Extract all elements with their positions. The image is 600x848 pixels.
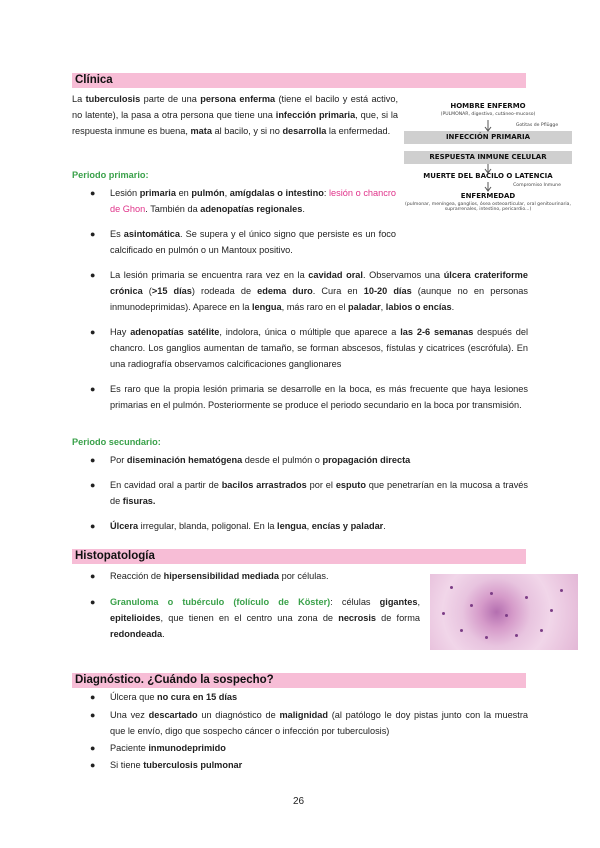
section-title: Histopatología xyxy=(75,550,155,562)
flow-side-note: Gotitas de Pflügge xyxy=(515,123,559,128)
tuberculosis-flowchart xyxy=(404,100,572,218)
flow-node-sub: (pulmonar, meníngea, ganglios, ósea osteoarticular, oral genitourinaria, suprarrenales, intestino, pericardio...) xyxy=(405,202,571,212)
intro-paragraph: La tuberculosis parte de una persona enferma (tiene el bacilo y está activo, no latente), la pasa a otra persona que tiene una infección primaria, que, si la respuesta inmune es buena, mata al bacilo, y si no desarrolla la enfermedad. xyxy=(72,94,399,136)
section-title: Diagnóstico. ¿Cuándo la sospecho? xyxy=(75,674,274,686)
section-title: Clínica xyxy=(75,74,113,86)
flow-node-sub: (PULMONAR, digestivo, cutáneo-mucoso) xyxy=(440,112,536,117)
histology-image xyxy=(430,574,578,650)
document-page: Clínica La tuberculosis parte de una persona enferma (tiene el bacilo y está activo, no latente), la pasa a otra persona que tiene una infección primaria, que, si la respuesta inmune es buena, mata al bacilo, y si no desarrolla la enfermedad. HOMBRE ENFERMO (PULMONAR, digestivo, cutáneo-mucoso) Gotitas de Pflügge INFECCIÓN PRIMARIA RESPUESTA INMUNE CELULAR MUERTE DEL BACILO O LATENCIA Compromiso Inmune ENFERMEDAD (pulmonar, meníngea, ganglios, ósea osteoarticular, oral genitourinaria, suprarrenales, intestino, pericardio...) Periodo primario: ● Lesión primaria en pulmón, amígdalas o intestino: lesión o chancro de Ghon. También da adenopatías regionales. ● Es asintomática. Se supera y el único signo que persiste es un foco calcificado en pulmón o un Mantoux positivo. ● La lesión primaria se encuentra rara vez en la cavidad oral. Observamos una úlcera crateriforme crónica (>15 días) rodeada de edema duro. Cura en 10-20 días (aunque no en personas inmunodeprimidas). Aparece en la lengua, más raro en el paladar, labios o encías. ● Hay adenopatías satélite, indolora, única o múltiple que aparece a las 2-6 semanas después del chancro. Los ganglios aumentan de tamaño, se forman abscesos, fístulas y cicatrices (escrófula). En una radiografía observamos calcificaciones ganglionares ● Es raro que la propia lesión primaria se desarrolle en la boca, es más frecuente que haya lesiones primarias en el pulmón. Posteriormente se produce el periodo secundario en la boca por transmisión. Periodo secundario: ● Por diseminación hematógena desde el pulmón o propagación directa ● En cavidad oral a partir de bacilos arrastrados por el esputo que penetrarían en la mucosa a través de fisuras. ● Úlcera irregular, blanda, poligonal. En la lengua, encías y paladar. Histopatología ● Reacción de hipersensibilidad mediada por células. ● Granuloma o tubérculo (folículo de Köster): células gigantes, epitelioides, que tienen en el centro una zona de necrosis de forma redondeada. Diagnóstico. ¿Cuándo la sospecho? ● Úlcera que no cura en 15 días ● Una vez descartado un diagnóstico de malignidad (al patólogo le doy pistas junto con la muestra que le envío, digo que sospecho cáncer o infección por tuberculosis) ● Paciente inmunodeprimido ● Si tiene tuberculosis pulmonar 26 xyxy=(0,0,600,848)
section-header-clinica xyxy=(72,73,526,88)
flow-node-hombre-enfermo: HOMBRE ENFERMO xyxy=(450,102,526,110)
subheading-periodo-secundario: Periodo secundario: xyxy=(72,437,161,447)
flow-arrows xyxy=(484,120,492,220)
section-header-diagnostico xyxy=(72,673,526,688)
flow-node-respuesta: RESPUESTA INMUNE CELULAR xyxy=(429,153,547,161)
subheading-periodo-primario: Periodo primario: xyxy=(72,170,149,180)
flow-side-note: Compromiso Inmune xyxy=(513,183,561,188)
page-number: 26 xyxy=(293,796,305,807)
section-header-histopatologia xyxy=(72,549,526,564)
flow-node-enfermedad: ENFERMEDAD xyxy=(460,192,516,200)
flow-node-infeccion: INFECCIÓN PRIMARIA xyxy=(445,133,531,141)
flow-node-muerte: MUERTE DEL BACILO O LATENCIA xyxy=(423,172,553,180)
